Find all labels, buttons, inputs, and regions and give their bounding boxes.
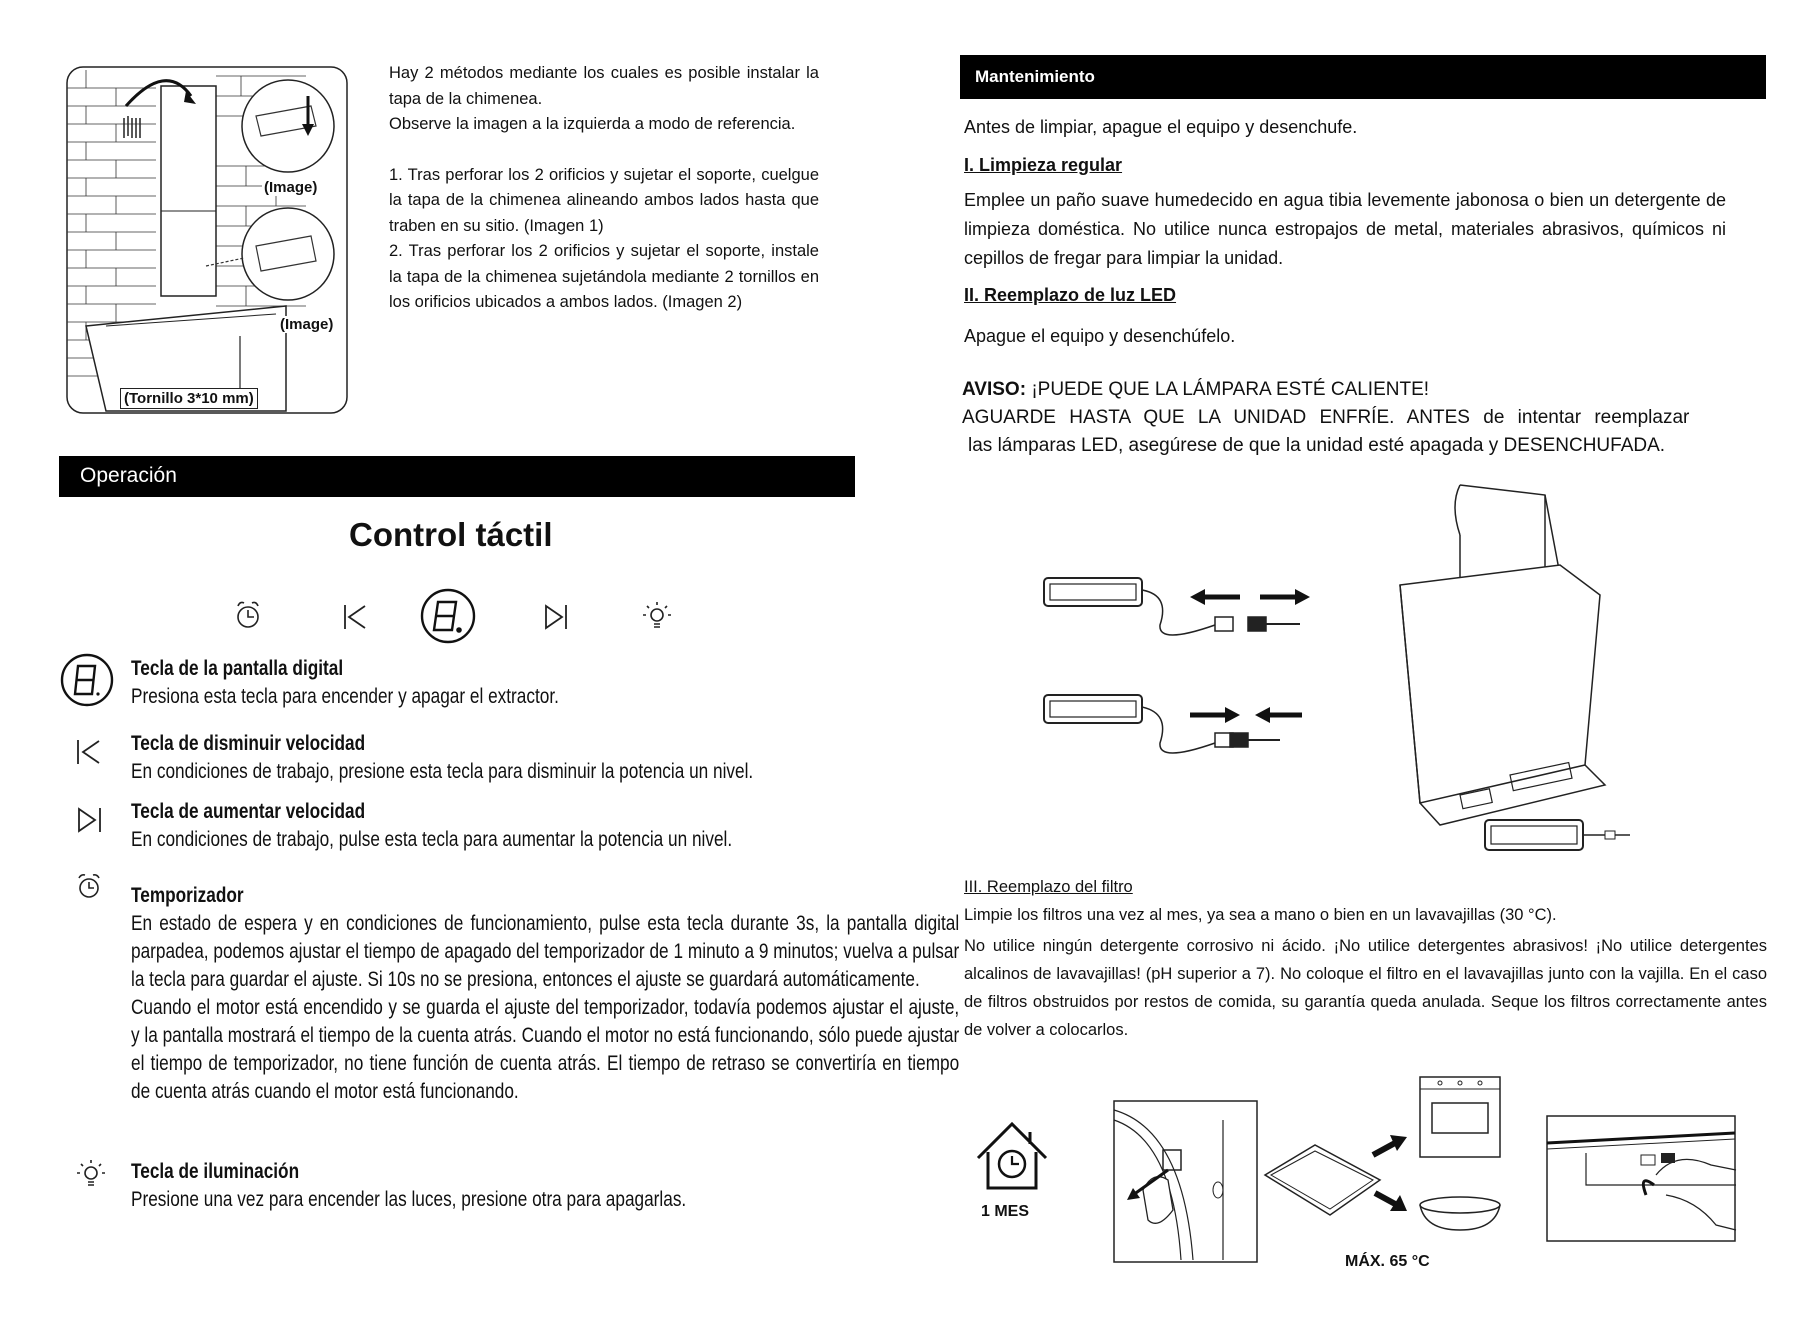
figure-label-screw: (Tornillo 3*10 mm) xyxy=(120,388,258,409)
maintenance-section-title: Mantenimiento xyxy=(975,67,1095,86)
led-replacement-title: II. Reemplazo de luz LED xyxy=(964,285,1177,305)
filter-removal-illustration xyxy=(1113,1100,1258,1263)
key-description-extra: Cuando el motor está encendido y se guarda el ajuste del temporizador, todavía podemos ajustar el ajuste, y la pantalla mostrará el tiempo de la cuenta atrás. Cuando el motor no está funcionando, sólo puede ajustar el tiempo de temporizador, no tiene función de cuenta atrás. El tiempo de retraso se convertiría en tiempo de cuenta atrás cuando el motor está funcionando. xyxy=(131,996,960,1103)
key-digital-display xyxy=(131,655,959,711)
operation-section-bar xyxy=(59,456,855,497)
filter-dishwasher-illustration xyxy=(1255,1075,1525,1250)
monthly-house-clock-icon xyxy=(972,1118,1052,1192)
key-timer xyxy=(131,882,959,1106)
install-instructions xyxy=(389,61,819,316)
filter-latch-illustration xyxy=(1546,1115,1736,1242)
key-title: Tecla de disminuir velocidad xyxy=(131,732,366,755)
speed-up-icon xyxy=(76,805,106,835)
chimney-drawing xyxy=(66,66,348,414)
key-title: Tecla de iluminación xyxy=(131,1160,300,1183)
install-paragraph-2: Observe la imagen a la izquierda a modo de referencia. xyxy=(389,115,796,133)
led-replacement-text: Apague el equipo y desenchúfelo. xyxy=(964,326,1236,346)
key-description: En condiciones de trabajo, presione esta tecla para disminuir la potencia un nivel. xyxy=(131,760,754,783)
speed-up-icon xyxy=(546,605,566,629)
key-title: Temporizador xyxy=(131,884,244,907)
key-description: En condiciones de trabajo, pulse esta tecla para aumentar la potencia un nivel. xyxy=(131,828,733,851)
regular-cleaning-title: I. Limpieza regular xyxy=(964,155,1123,175)
control-title: Control táctil xyxy=(349,516,553,553)
max-temperature-label: MÁX. 65 °C xyxy=(1345,1253,1430,1270)
key-title: Tecla de aumentar velocidad xyxy=(131,800,366,823)
filter-cleaning-frequency: Limpie los filtros una vez al mes, ya sea a mano o bien en un lavavajillas (30 °C). xyxy=(964,906,1557,924)
warning-label: AVISO: xyxy=(962,379,1027,400)
install-step-1: 1. Tras perforar los 2 orificios y sujetar el soporte, cuelgue la tapa de la chimenea alineando ambos lados hasta que traben en su sitio. (Imagen 1) xyxy=(389,165,819,235)
warning-block xyxy=(962,376,1742,460)
install-step-2: 2. Tras perforar los 2 orificios y sujetar el soporte, instale la tapa de la chimenea sujetándola mediante 2 tornillos en los orificios ubicados a ambos lados. (Imagen 2) xyxy=(389,242,819,311)
alarm-clock-icon xyxy=(76,872,106,902)
warning-line-2: AGUARDE HASTA QUE LA UNIDAD ENFRÍE. ANTES de intentar reemplazar xyxy=(962,407,1690,428)
key-description: Presione una vez para encender las luces, presione otra para apagarlas. xyxy=(131,1188,687,1211)
filter-replacement-title: III. Reemplazo del filtro xyxy=(964,878,1133,896)
digit-display-icon xyxy=(60,653,116,709)
key-speed-down xyxy=(131,730,959,786)
figure-label-image-2: (Image) xyxy=(280,316,334,333)
speed-down-icon xyxy=(75,737,105,767)
filter-cleaning-warnings: No utilice ningún detergente corrosivo ni ácido. ¡No utilice detergentes abrasivos! ¡No utilice detergentes alcalinos de lavavajillas! (pH superior a 7). No coloque el filtro en el lavavajillas junto con la vajilla. En el caso de filtros obstruidos por restos de comida, su garantía queda anulada. Seque los filtros correctamente antes de volver a colocarlos. xyxy=(964,937,1767,1039)
touch-control-panel xyxy=(230,586,680,646)
figure-label-image-1: (Image) xyxy=(264,179,318,196)
maintenance-intro: Antes de limpiar, apague el equipo y desenchufe. xyxy=(964,117,1358,137)
operation-section-title: Operación xyxy=(80,464,177,487)
light-bulb-icon xyxy=(643,602,671,627)
key-title: Tecla de la pantalla digital xyxy=(131,657,344,680)
digit-display-icon xyxy=(422,590,474,642)
key-description: Presiona esta tecla para encender y apagar el extractor. xyxy=(131,685,559,708)
key-speed-up xyxy=(131,798,959,854)
warning-line-3: las lámparas LED, asegúrese de que la unidad esté apagada y DESENCHUFADA. xyxy=(968,435,1666,456)
light-bulb-icon xyxy=(74,1158,108,1192)
regular-cleaning-text: Emplee un paño suave humedecido en agua tibia levemente jabonosa o bien un detergente de limpieza doméstica. No utilice nunca estropajos de metal, materiales abrasivos, químicos ni cepillos de fregar para limpiar la unidad. xyxy=(964,190,1726,268)
warning-line-1: ¡PUEDE QUE LA LÁMPARA ESTÉ CALIENTE! xyxy=(1026,379,1430,400)
led-replacement-illustration xyxy=(1040,485,1650,855)
chimney-install-figure xyxy=(66,66,348,414)
maintenance-section-bar xyxy=(960,55,1766,99)
monthly-label: 1 MES xyxy=(981,1203,1030,1220)
alarm-clock-icon xyxy=(238,602,258,627)
speed-down-icon xyxy=(345,605,365,629)
key-description: En estado de espera y en condiciones de funcionamiento, pulse esta tecla durante 3s, la pantalla digital parpadea, podemos ajustar el tiempo de apagado del temporizador de 1 minuto a 9 minutos; vuelva a pulsar la tecla para guardar el ajuste. Si 10s no se presiona, entonces el ajuste se guardará automáticamente. xyxy=(131,912,960,991)
install-paragraph-1: Hay 2 métodos mediante los cuales es posible instalar la tapa de la chimenea. xyxy=(389,64,819,108)
key-lighting xyxy=(131,1158,959,1214)
